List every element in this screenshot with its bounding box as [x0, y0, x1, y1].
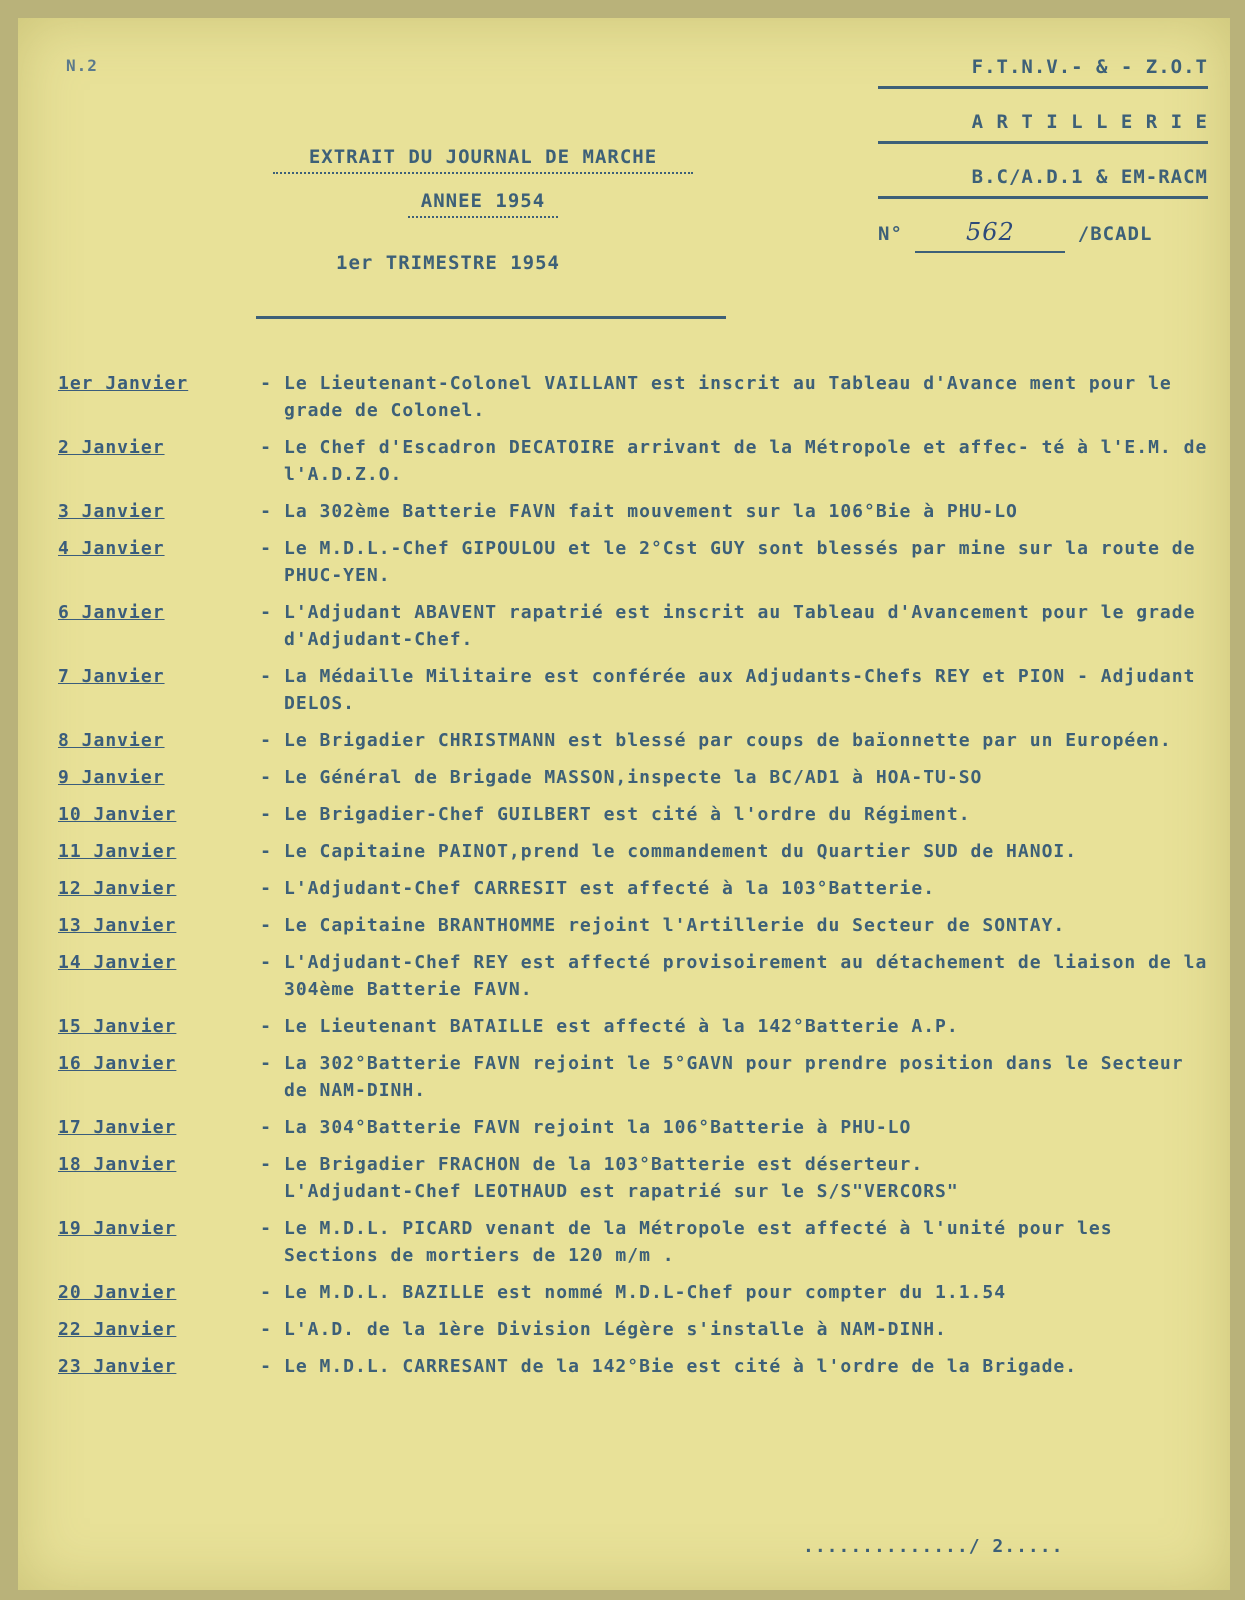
journal-entry	[58, 1316, 1218, 1343]
entry-dash: -	[260, 1282, 272, 1303]
reference-number-line	[878, 213, 1208, 251]
entry-dash: -	[260, 1356, 272, 1377]
entry-date: 12 Janvier	[58, 878, 177, 899]
entry-date: 17 Janvier	[58, 1117, 177, 1138]
entry-date: 7 Janvier	[58, 666, 165, 687]
journal-entry	[58, 875, 1218, 902]
document-title: EXTRAIT DU JOURNAL DE MARCHE	[308, 146, 658, 168]
unit-block	[878, 48, 1208, 265]
entry-dash: -	[260, 767, 272, 788]
entry-dash: -	[260, 666, 272, 687]
entry-dash: -	[260, 1218, 272, 1239]
unit-line-1: F.T.N.V.- & - Z.O.T	[878, 48, 1208, 89]
handwritten-number: 562	[915, 213, 1065, 253]
entry-text: Le Lieutenant-Colonel VAILLANT est inscrit au Tableau d'Avance ment pour le grade de Colonel.	[284, 373, 1184, 421]
journal-entry	[58, 1114, 1218, 1141]
entry-date: 3 Janvier	[58, 501, 165, 522]
entry-date: 6 Janvier	[58, 602, 165, 623]
document-page	[18, 18, 1230, 1590]
entry-dash: -	[260, 437, 272, 458]
entry-date: 11 Janvier	[58, 841, 177, 862]
entry-date: 2 Janvier	[58, 437, 165, 458]
journal-entry	[58, 498, 1218, 525]
entry-dash: -	[260, 841, 272, 862]
entry-date: 22 Janvier	[58, 1319, 177, 1340]
entry-text: Le Lieutenant BATAILLE est affecté à la 142°Batterie A.P.	[284, 1016, 959, 1037]
entry-text: Le M.D.L. CARRESANT de la 142°Bie est cité à l'ordre de la Brigade.	[284, 1356, 1078, 1377]
entry-dash: -	[260, 804, 272, 825]
unit-line-2: A R T I L L E R I E	[878, 103, 1208, 144]
entry-dash: -	[260, 730, 272, 751]
entry-dash: -	[260, 1016, 272, 1037]
unit-line-3: B.C/A.D.1 & EM-RACM	[878, 158, 1208, 199]
entry-text: Le M.D.L. PICARD venant de la Métropole est affecté à l'unité pour les Sections de mortiers de 120 m/m .	[284, 1218, 1125, 1266]
journal-entries	[58, 370, 1218, 1390]
entry-text: Le Brigadier FRACHON de la 103°Batterie est déserteur. L'Adjudant-Chef LEOTHAUD est rapatrié sur le S/S"VERCORS"	[284, 1154, 959, 1202]
entry-dash: -	[260, 501, 272, 522]
document-header	[263, 146, 703, 274]
journal-entry	[58, 912, 1218, 939]
document-quarter: 1er TRIMESTRE 1954	[336, 252, 560, 274]
entry-text: L'Adjudant-Chef REY est affecté provisoirement au détachement de liaison de la 304ème Batterie FAVN.	[284, 952, 1220, 1000]
journal-entry	[58, 663, 1218, 717]
entry-date: 14 Janvier	[58, 952, 177, 973]
entry-date: 9 Janvier	[58, 767, 165, 788]
journal-entry	[58, 599, 1218, 653]
number-prefix: N°	[878, 223, 903, 245]
entry-dash: -	[260, 1154, 272, 1175]
entry-dash: -	[260, 1053, 272, 1074]
corner-mark: N.2	[66, 56, 98, 75]
entry-text: Le M.D.L.-Chef GIPOULOU et le 2°Cst GUY sont blessés par mine sur la route de PHUC-YEN.	[284, 538, 1208, 586]
continuation-marker: ............../ 2.....	[803, 1536, 1064, 1557]
entry-text: Le M.D.L. BAZILLE est nommé M.D.L-Chef pour compter du 1.1.54	[284, 1282, 1007, 1303]
journal-entry	[58, 764, 1218, 791]
entry-date: 4 Janvier	[58, 538, 165, 559]
entry-date: 19 Janvier	[58, 1218, 177, 1239]
journal-entry	[58, 1279, 1218, 1306]
entry-text: L'A.D. de la 1ère Division Légère s'installe à NAM-DINH.	[284, 1319, 947, 1340]
entry-text: La 302°Batterie FAVN rejoint le 5°GAVN pour prendre position dans le Secteur de NAM-DINH.	[284, 1053, 1196, 1101]
journal-entry	[58, 535, 1218, 589]
journal-entry	[58, 1151, 1218, 1205]
entry-date: 13 Janvier	[58, 915, 177, 936]
entry-dash: -	[260, 915, 272, 936]
journal-entry	[58, 801, 1218, 828]
entry-dash: -	[260, 1117, 272, 1138]
header-rule	[256, 316, 726, 319]
journal-entry	[58, 1050, 1218, 1104]
entry-text: L'Adjudant ABAVENT rapatrié est inscrit au Tableau d'Avancement pour le grade d'Adjudant-Chef.	[284, 602, 1208, 650]
journal-entry	[58, 949, 1218, 1003]
entry-date: 18 Janvier	[58, 1154, 177, 1175]
entry-dash: -	[260, 538, 272, 559]
journal-entry	[58, 370, 1218, 424]
entry-text: La 304°Batterie FAVN rejoint la 106°Batterie à PHU-LO	[284, 1117, 912, 1138]
entry-dash: -	[260, 373, 272, 394]
entry-date: 10 Janvier	[58, 804, 177, 825]
journal-entry	[58, 838, 1218, 865]
entry-text: La Médaille Militaire est conférée aux Adjudants-Chefs REY et PION - Adjudant DELOS.	[284, 666, 1208, 714]
entry-text: Le Brigadier-Chef GUILBERT est cité à l'ordre du Régiment.	[284, 804, 971, 825]
journal-entry	[58, 1013, 1218, 1040]
entry-date: 16 Janvier	[58, 1053, 177, 1074]
journal-entry	[58, 434, 1218, 488]
entry-text: Le Capitaine BRANTHOMME rejoint l'Artillerie du Secteur de SONTAY.	[284, 915, 1066, 936]
journal-entry	[58, 727, 1218, 754]
entry-dash: -	[260, 1319, 272, 1340]
entry-text: Le Général de Brigade MASSON,inspecte la BC/AD1 à HOA-TU-SO	[284, 767, 983, 788]
entry-date: 23 Janvier	[58, 1356, 177, 1377]
entry-date: 20 Janvier	[58, 1282, 177, 1303]
entry-text: Le Chef d'Escadron DECATOIRE arrivant de la Métropole et affec- té à l'E.M. de l'A.D.Z.O.	[284, 437, 1220, 485]
title-underline	[273, 172, 693, 174]
entry-dash: -	[260, 878, 272, 899]
journal-entry	[58, 1353, 1218, 1380]
entry-date: 1er Janvier	[58, 373, 189, 394]
entry-text: Le Capitaine PAINOT,prend le commandement du Quartier SUD de HANOI.	[284, 841, 1078, 862]
entry-dash: -	[260, 602, 272, 623]
year-underline	[408, 216, 558, 218]
entry-text: L'Adjudant-Chef CARRESIT est affecté à la 103°Batterie.	[284, 878, 936, 899]
document-year: ANNEE 1954	[420, 190, 546, 212]
number-suffix: /BCADL	[1077, 223, 1153, 245]
entry-date: 8 Janvier	[58, 730, 165, 751]
journal-entry	[58, 1215, 1218, 1269]
entry-date: 15 Janvier	[58, 1016, 177, 1037]
entry-text: La 302ème Batterie FAVN fait mouvement sur la 106°Bie à PHU-LO	[284, 501, 1018, 522]
entry-text: Le Brigadier CHRISTMANN est blessé par coups de baïonnette par un Européen.	[284, 730, 1172, 751]
entry-dash: -	[260, 952, 272, 973]
